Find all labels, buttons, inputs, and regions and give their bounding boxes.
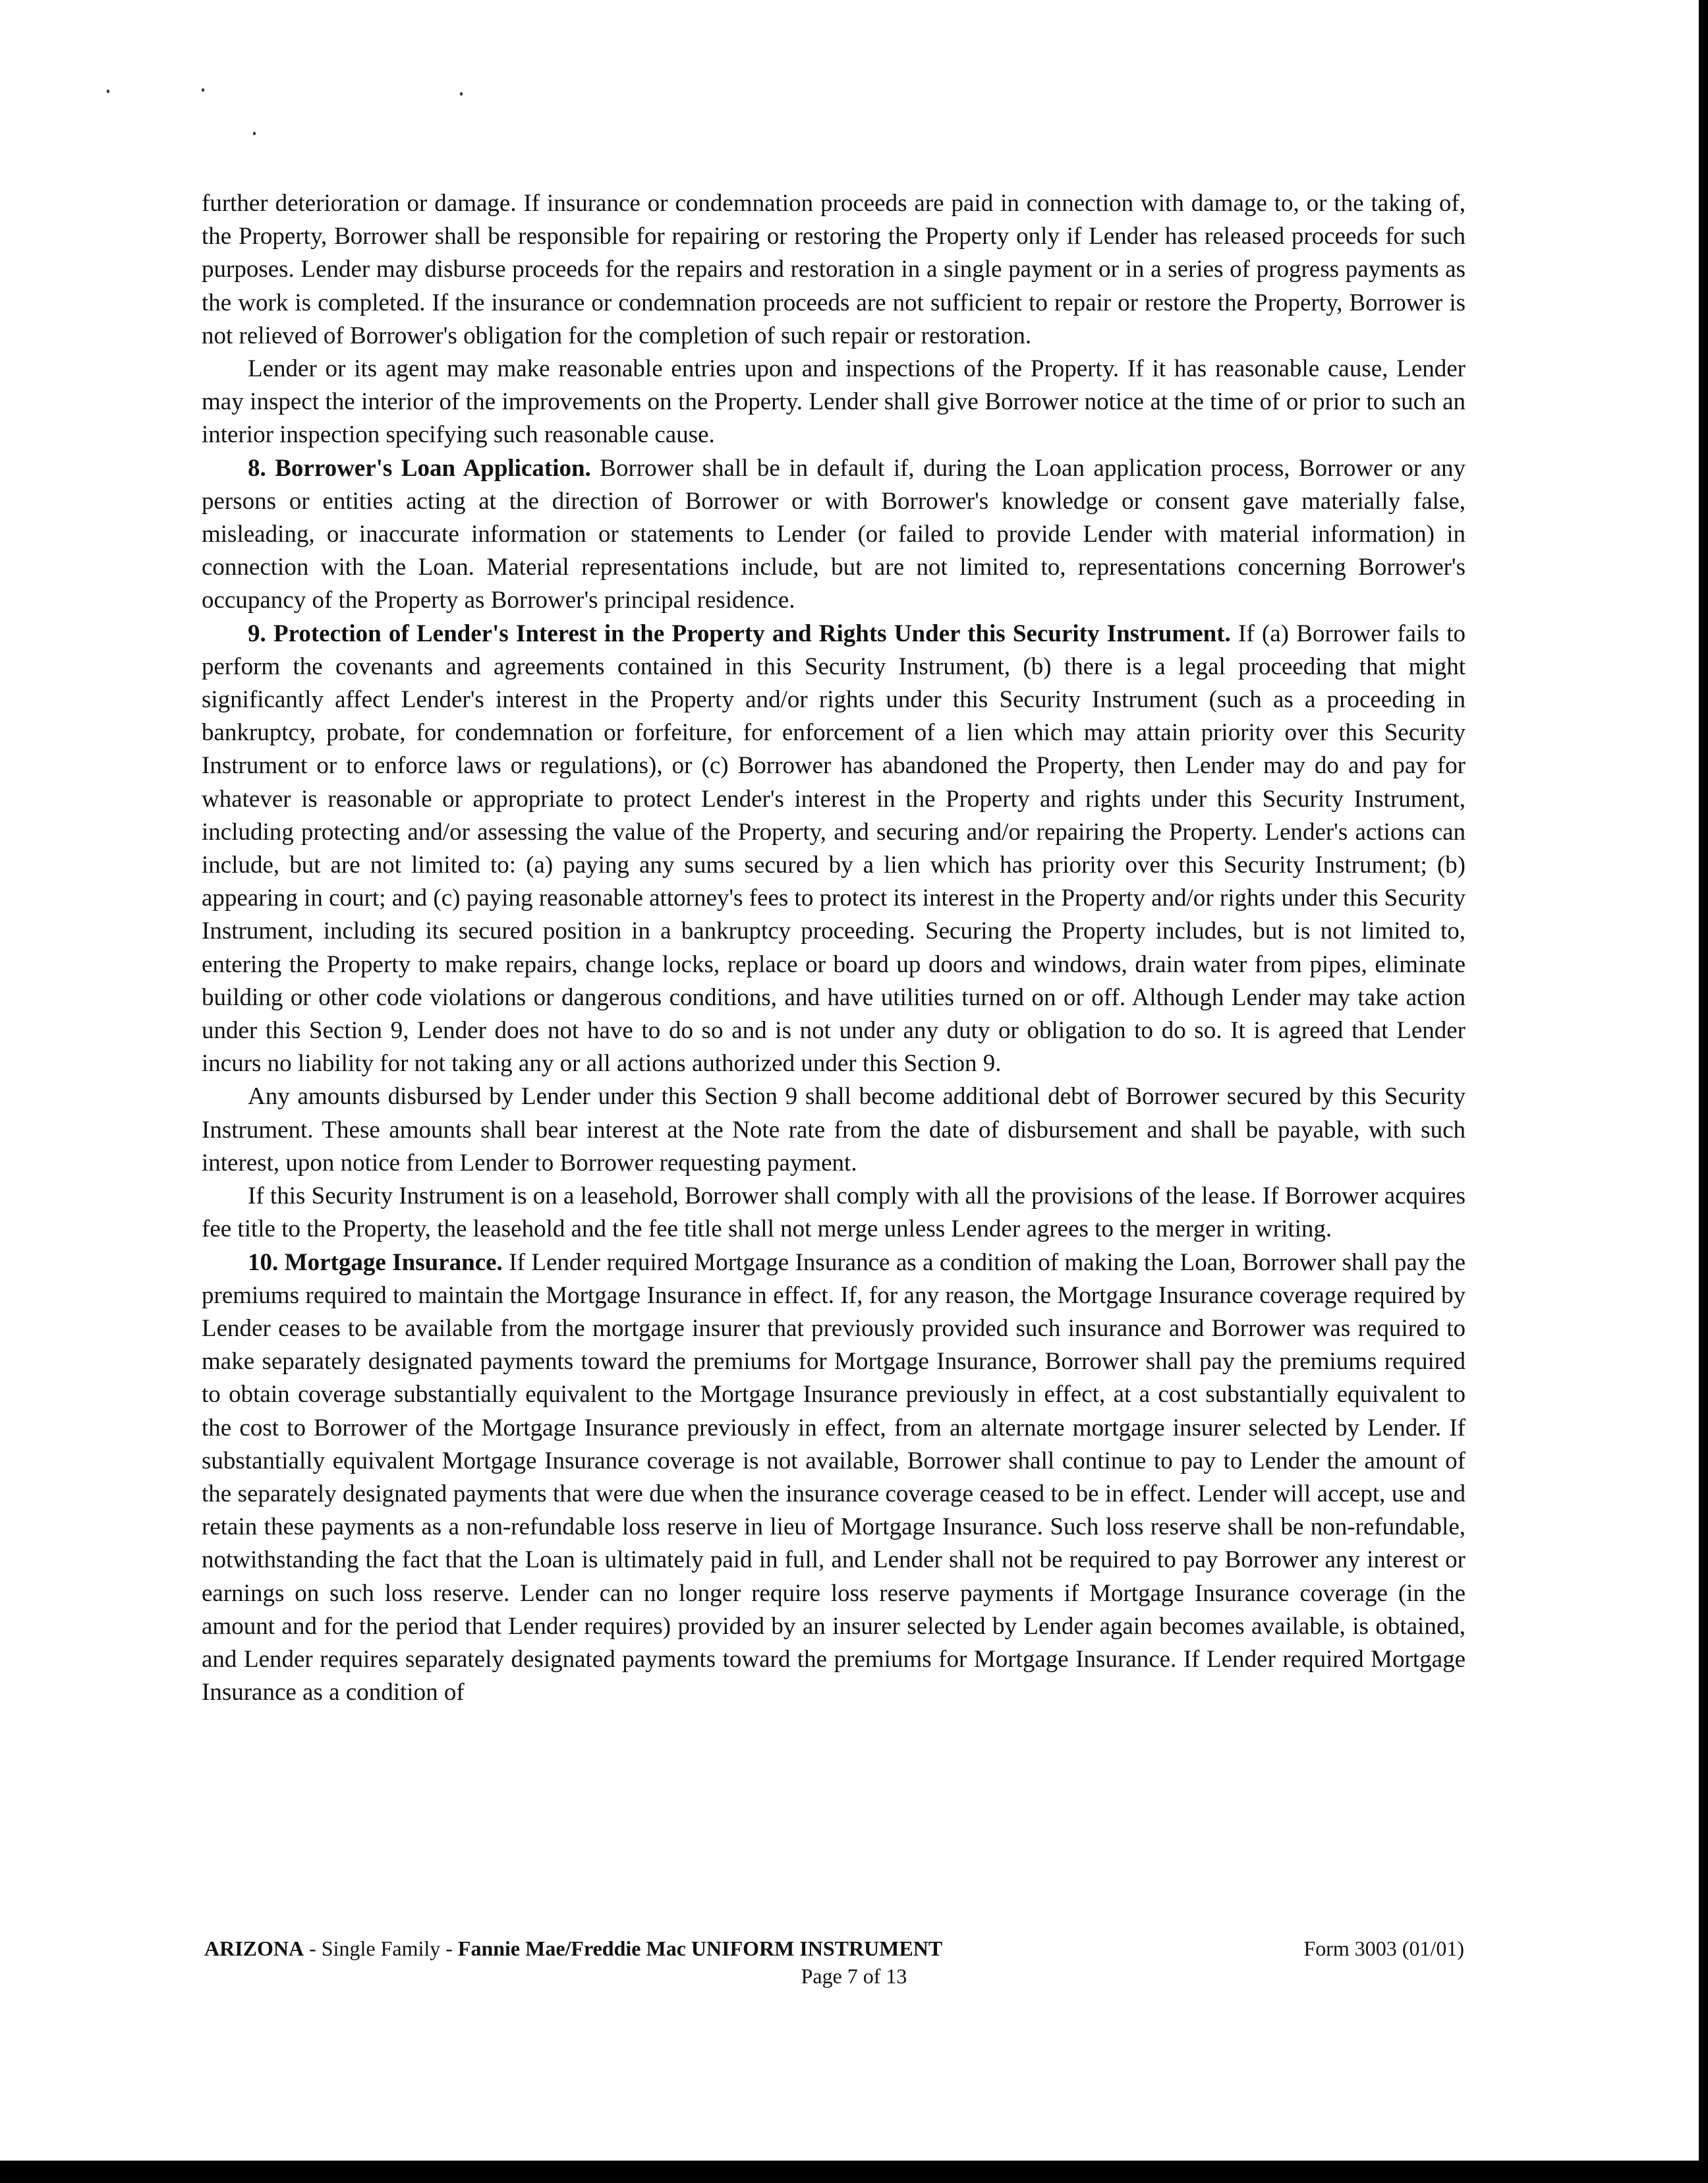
paragraph-repair-proceeds [202, 187, 1466, 353]
paragraph-text: If Lender required Mortgage Insurance as a condition of making the Loan, Borrower shall pay the premiums required to maintain the Mortgage Insurance in effect. If, for any reason, the Mortgage Insurance coverage required by Lender ceases to be available from the mortgage insurer that previously provided such insurance and Borrower was required to make separately designated payments toward the premiums for Mortgage Insurance, Borrower shall pay the premiums required to obtain coverage substantially equivalent to the Mortgage Insurance previously in effect, at a cost substantially equivalent to the cost to Borrower of the Mortgage Insurance previously in effect, from an alternate mortgage insurer selected by Lender. If substantially equivalent Mortgage Insurance coverage is not available, Borrower shall continue to pay to Lender the amount of the separately designated payments that were due when the insurance coverage ceased to be in effect. Lender will accept, use and retain these payments as a non-refundable loss reserve in lieu of Mortgage Insurance. Such loss reserve shall be non-refundable, notwithstanding the fact that the Loan is ultimately paid in full, and Lender shall not be required to pay Borrower any interest or earnings on such loss reserve. Lender can no longer require loss reserve payments if Mortgage Insurance coverage (in the amount and for the period that Lender requires) provided by an insurer selected by Lender again becomes available, is obtained, and Lender requires separately designated payments toward the premiums for Mortgage Insurance. If Lender required Mortgage Insurance as a condition of [202, 1248, 1466, 1706]
footer-instrument-label [204, 1936, 942, 1961]
scan-speck [107, 90, 109, 93]
footer-family: Single Family [321, 1936, 441, 1960]
document-body [202, 187, 1466, 1709]
footer-state: ARIZONA [204, 1936, 304, 1960]
scan-speck [253, 132, 256, 135]
scan-speck [460, 92, 463, 96]
paragraph-text: Any amounts disbursed by Lender under this Section 9 shall become additional debt of Borrower secured by this Security Instrument. These amounts shall bear interest at the Note rate from the date of disbursement and shall be payable, with such interest, upon notice from Lender to Borrower requesting payment. [202, 1083, 1466, 1177]
footer-instrument: Fannie Mae/Freddie Mac UNIFORM INSTRUMENT [457, 1936, 943, 1960]
paragraph-text: further deterioration or damage. If insurance or condemnation proceeds are paid in connection with damage to, or the taking of, the Property, Borrower shall be responsible for repairing or restoring the Property only if Lender has released proceeds for such purposes. Lender may disburse proceeds for the repairs and restoration in a single payment or in a series of progress payments as the work is completed. If the insurance or condemnation proceeds are not sufficient to repair or restore the Property, Borrower is not relieved of Borrower's obligation for the completion of such repair or restoration. [202, 190, 1466, 349]
section-9-protection [202, 618, 1466, 1081]
footer-page-number: Page 7 of 13 [801, 1964, 907, 1988]
scan-border-bottom [0, 2161, 1708, 2183]
paragraph-leasehold [202, 1180, 1466, 1246]
section-heading: 10. Mortgage Insurance. [248, 1248, 509, 1276]
paragraph-inspections [202, 353, 1466, 452]
section-heading: 8. Borrower's Loan Application. [248, 454, 600, 482]
section-heading: 9. Protection of Lender's Interest in the Property and Rights Under this Security Instrument. [248, 620, 1239, 647]
paragraph-text: Borrower shall be in default if, during the Loan application process, Borrower or any persons or entities acting at the direction of Borrower or with Borrower's knowledge or consent gave materially false, misleading, or inaccurate information or statements to Lender (or failed to provide Lender with material information) in connection with the Loan. Material representations include, but are not limited to, representations concerning Borrower's occupancy of the Property as Borrower's principal residence. [202, 454, 1466, 614]
paragraph-text: If (a) Borrower fails to perform the covenants and agreements contained in this Security Instrument, (b) there is a legal proceeding that might significantly affect Lender's interest in the Property and/or rights under this Security Instrument (such as a proceeding in bankruptcy, probate, for condemnation or forfeiture, for enforcement of a lien which may attain priority over this Security Instrument or to enforce laws or regulations), or (c) Borrower has abandoned the Property, then Lender may do and pay for whatever is reasonable or appropriate to protect Lender's interest in the Property and rights under this Security Instrument, including protecting and/or assessing the value of the Property, and securing and/or repairing the Property. Lender's actions can include, but are not limited to: (a) paying any sums secured by a lien which has priority over this Security Instrument; (b) appearing in court; and (c) paying reasonable attorney's fees to protect its interest in the Property and/or rights under this Security Instrument, including its secured position in a bankruptcy proceeding. Securing the Property includes, but is not limited to, entering the Property to make repairs, change locks, replace or board up doors and windows, drain water from pipes, eliminate building or other code violations or dangerous conditions, and have utilities turned on or off. Although Lender may take action under this Section 9, Lender does not have to do so and is not under any duty or obligation to do so. It is agreed that Lender incurs no liability for not taking any or all actions authorized under this Section 9. [202, 620, 1466, 1078]
footer-separator: - [440, 1936, 458, 1960]
section-10-mortgage-insurance [202, 1246, 1466, 1710]
section-8-loan-application [202, 452, 1466, 618]
footer-separator: - [304, 1936, 322, 1960]
scan-border-right [1699, 0, 1708, 2183]
paragraph-disbursed-amounts [202, 1080, 1466, 1180]
paragraph-text: Lender or its agent may make reasonable entries upon and inspections of the Property. If it has reasonable cause, Lender may inspect the interior of the improvements on the Property. Lender shall give Borrower notice at the time of or prior to such an interior inspection specifying such reasonable cause. [202, 355, 1466, 449]
paragraph-text: If this Security Instrument is on a leasehold, Borrower shall comply with all the provisions of the lease. If Borrower acquires fee title to the Property, the leasehold and the fee title shall not merge unless Lender agrees to the merger in writing. [202, 1182, 1466, 1243]
scan-speck [202, 88, 204, 92]
footer-form-number: Form 3003 (01/01) [1303, 1936, 1464, 1960]
